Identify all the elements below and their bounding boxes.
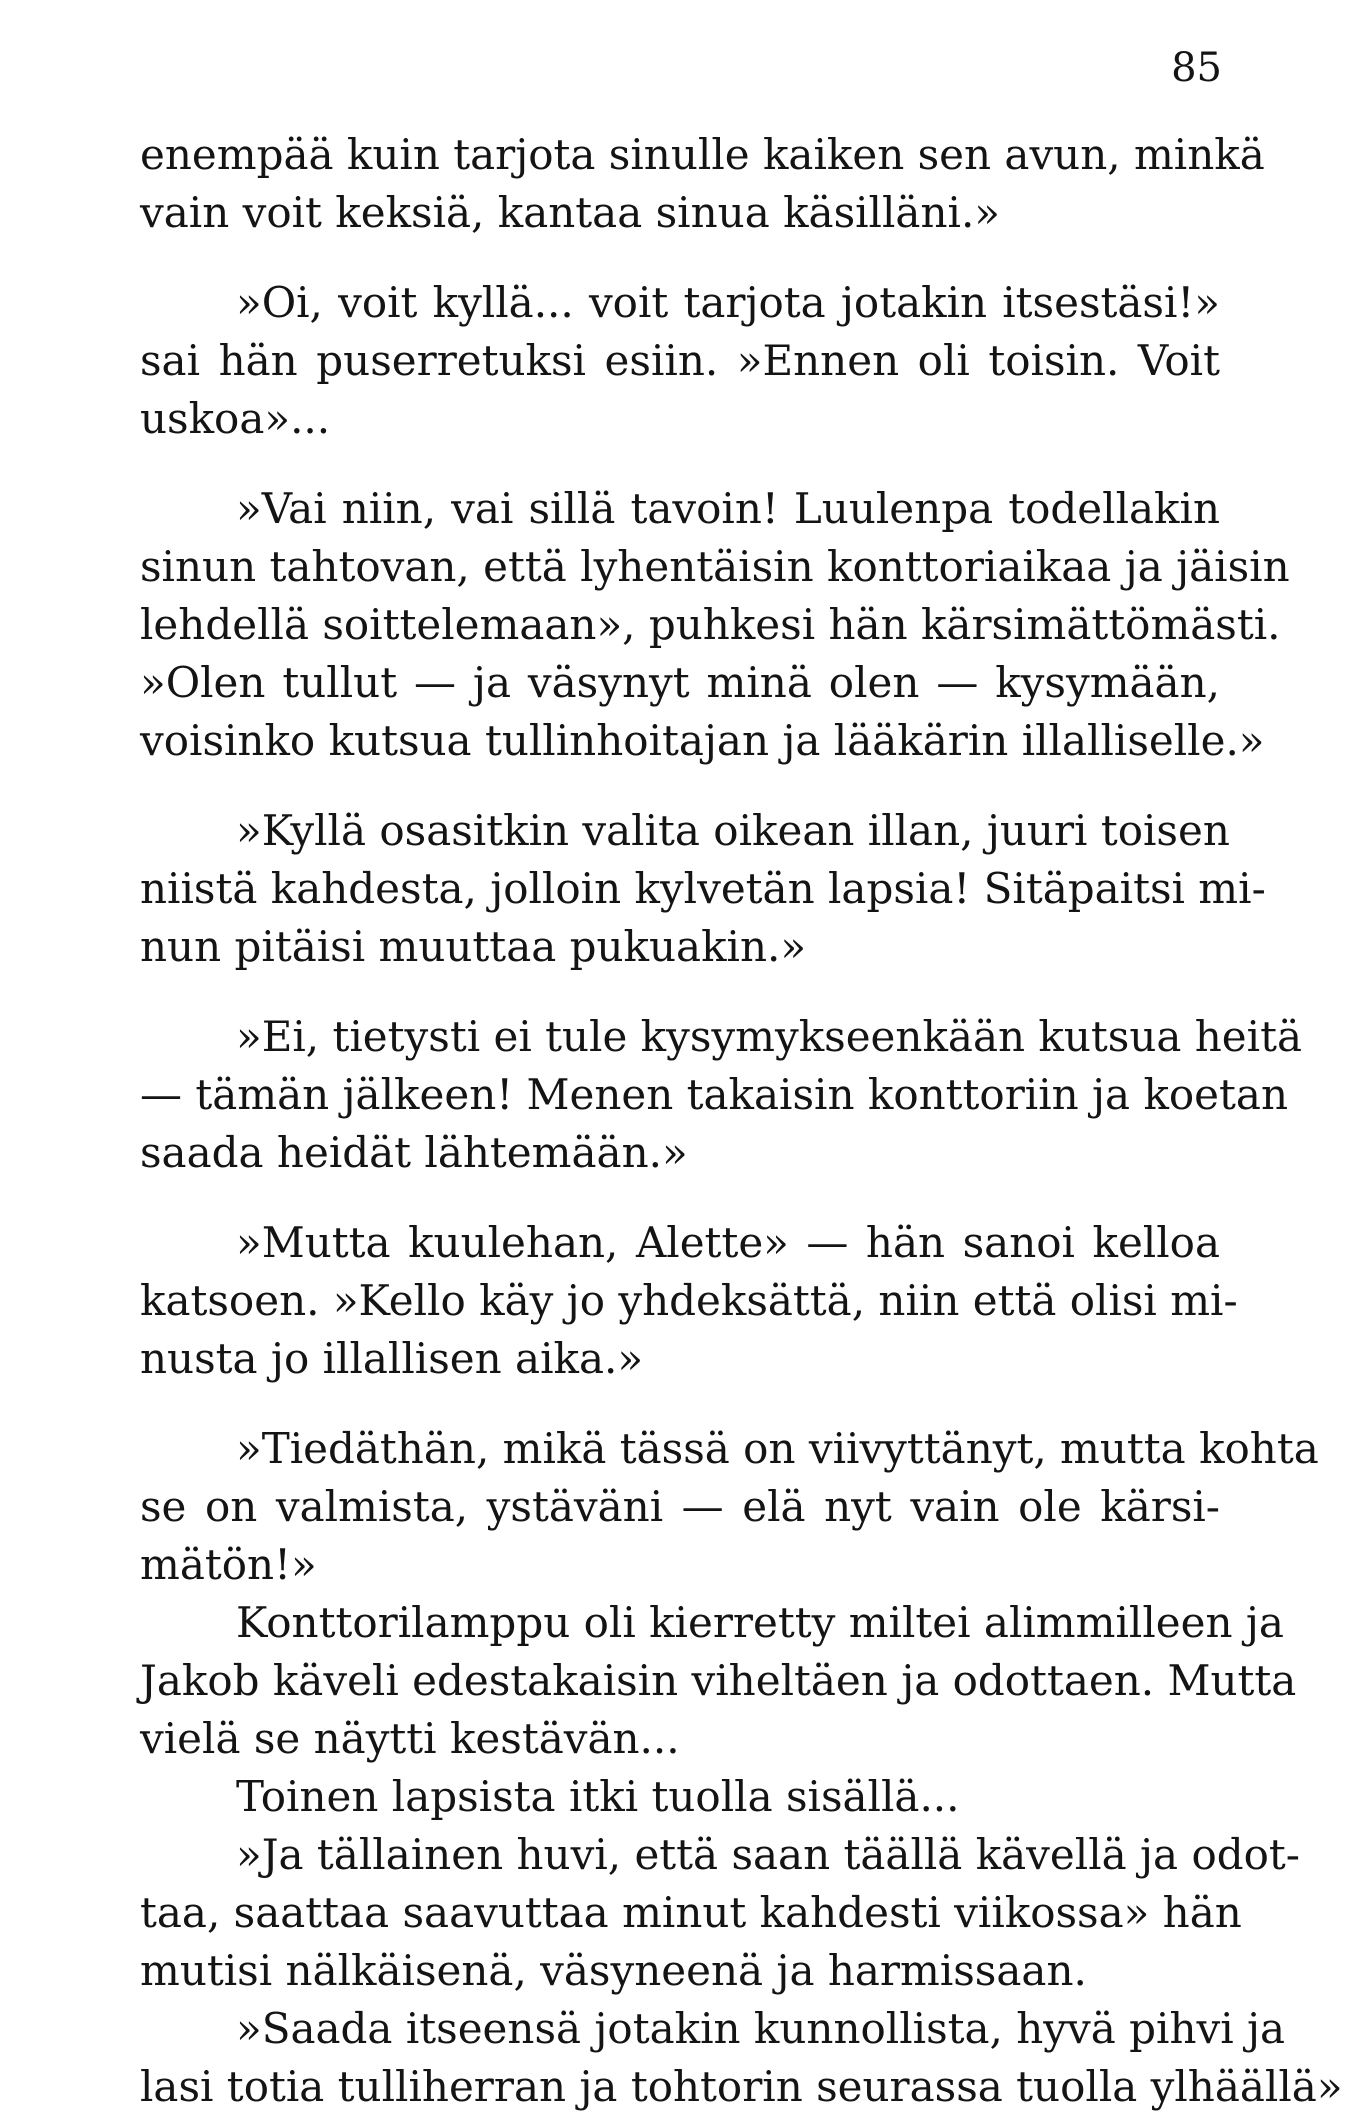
text-line: »Olen tullut — ja väsynyt minä olen — kysymään, xyxy=(140,658,1220,707)
text-line: »Vai niin, vai sillä tavoin! Luulenpa todellakin xyxy=(236,484,1220,533)
text-line: lasi totia tulliherran ja tohtorin seurassa tuolla ylhäällä» xyxy=(140,2062,1343,2111)
text-line: Toinen lapsista itki tuolla sisällä... xyxy=(236,1772,960,1821)
text-line: vain voit keksiä, kantaa sinua käsilläni.» xyxy=(140,188,1000,237)
text-line: »Saada itseensä jotakin kunnollista, hyvä pihvi ja xyxy=(236,2004,1286,2053)
text-line: »Tiedäthän, mikä tässä on viivyttänyt, mutta kohta xyxy=(236,1424,1319,1473)
text-line: enempää kuin tarjota sinulle kaiken sen avun, minkä xyxy=(140,130,1265,179)
text-line: voisinko kutsua tullinhoitajan ja lääkärin illalliselle.» xyxy=(140,716,1265,765)
text-line: »Ei, tietysti ei tule kysymykseenkään kutsua heitä xyxy=(236,1012,1303,1061)
text-line: se on valmista, ystäväni — elä nyt vain ole kärsi- xyxy=(140,1482,1220,1531)
text-line: »Oi, voit kyllä... voit tarjota jotakin itsestäsi!» xyxy=(236,278,1220,327)
paragraph-gap xyxy=(140,1388,1220,1420)
text-line: »Kyllä osasitkin valita oikean illan, juuri toisen xyxy=(236,806,1230,855)
text-line: sai hän puserretuksi esiin. »Ennen oli toisin. Voit xyxy=(140,336,1220,385)
text-line: uskoa»... xyxy=(140,394,331,443)
paragraph-gap xyxy=(140,242,1220,274)
paragraph-gap xyxy=(140,770,1220,802)
text-line: — tämän jälkeen! Menen takaisin konttoriin ja koetan xyxy=(140,1070,1289,1119)
text-line: mätön!» xyxy=(140,1540,317,1589)
paragraph-gap xyxy=(140,448,1220,480)
text-line: lehdellä soittelemaan», puhkesi hän kärsimättömästi. xyxy=(140,600,1281,649)
text-line: saada heidät lähtemään.» xyxy=(140,1128,688,1177)
text-line: sinun tahtovan, että lyhentäisin konttoriaikaa ja jäisin xyxy=(140,542,1290,591)
text-line: Konttorilamppu oli kierretty miltei alimmilleen ja xyxy=(236,1598,1284,1647)
paragraph-gap xyxy=(140,976,1220,1008)
text-line: mutisi nälkäisenä, väsyneenä ja harmissaan. xyxy=(140,1946,1087,1995)
page-number: 85 xyxy=(1171,45,1222,91)
text-line: nusta jo illallisen aika.» xyxy=(140,1334,644,1383)
text-line: taa, saattaa saavuttaa minut kahdesti viikossa» hän xyxy=(140,1888,1242,1937)
text-line: vielä se näytti kestävän... xyxy=(140,1714,680,1763)
text-line: Jakob käveli edestakaisin viheltäen ja odottaen. Mutta xyxy=(140,1656,1297,1705)
text-line: katsoen. »Kello käy jo yhdeksättä, niin että olisi mi- xyxy=(140,1276,1238,1325)
text-line: nun pitäisi muuttaa pukuakin.» xyxy=(140,922,807,971)
text-line: »Ja tällainen huvi, että saan täällä kävellä ja odot- xyxy=(236,1830,1300,1879)
body-text xyxy=(140,126,1343,2116)
text-line: niistä kahdesta, jolloin kylvetän lapsia! Sitäpaitsi mi- xyxy=(140,864,1266,913)
text-line: »Mutta kuulehan, Alette» — hän sanoi kelloa xyxy=(236,1218,1220,1267)
paragraph-gap xyxy=(140,1182,1220,1214)
